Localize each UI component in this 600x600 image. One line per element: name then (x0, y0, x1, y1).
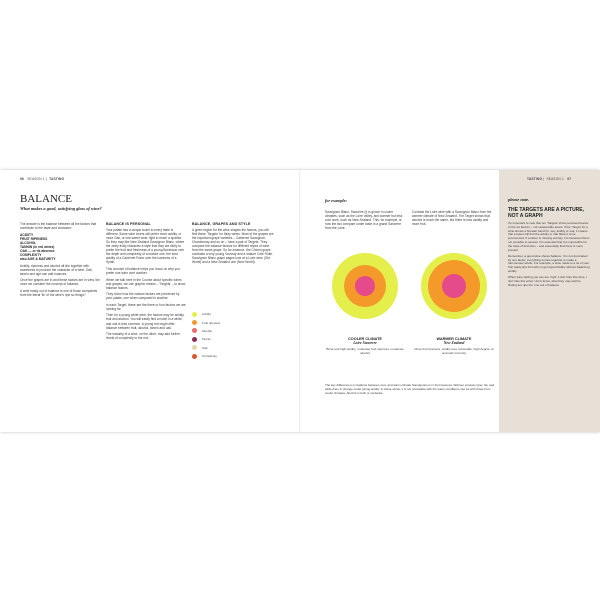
right-section: SEASON 1 (546, 177, 564, 181)
legend-label: Acidity (202, 312, 211, 317)
page-subtitle: What makes a good, satisfying glass of wine? (20, 206, 102, 211)
factor-legend (192, 310, 220, 360)
left-running-head: 96 SEASON 1 | TASTING (20, 177, 65, 181)
factor-item: FRUIT RIPENESS (20, 236, 48, 241)
factor-item: OAK — or its absence (20, 248, 55, 253)
column-2 (106, 222, 186, 343)
factor-item: ALCOHOL (20, 240, 37, 245)
left-section: SEASON 1 (27, 177, 45, 181)
factor-item: TANNIN (in red wines) (20, 244, 55, 249)
color-dot-icon (192, 320, 197, 325)
legend-item (192, 310, 220, 318)
legend-label: Alcohol (202, 328, 212, 333)
color-dot-icon (192, 345, 197, 350)
body-paragraph: The maturity of a wine, on the other, may add further levels of complexity to the mix. (106, 332, 181, 341)
legend-label: Oak (202, 345, 208, 350)
climate-description: More fruit ripeness, acidity less noticeable, high degree of aromatic intensity (414, 346, 494, 355)
left-page-number: 96 (20, 177, 24, 181)
body-paragraph: When wine tasting you see are 'right' 1 don't like this wine, I don't like this wine! I don't know, what they may well be finding are ripe the 'one out of balance. (508, 275, 587, 287)
body-paragraph: Then for a young white wine, the factors may be acidity, fruit and alcohol. You will easily find a notch in a white, and oak is less common. A young red might offer balance between fruit, alcohol, tannin and oak. (106, 313, 185, 330)
body-paragraph: Remember, a good wine shows balance. It is not dominated by one factor; everything comes together to make a harmonious whole. For example, a wine made to a lot of your fruit ready tips fruit will not get tipped flabby without balancing acidity. (508, 253, 590, 273)
book-spread (0, 170, 600, 432)
body-paragraph: Your palate has a unique touch to every taste is different. Some wine lovers will prefer more acidity, or more Oak, or use sweet wine, light to reach a sparkle. So they may like New Zealand Sauvignon Blanc, where the zesty fruity character a style that they are likely to prefer the fruit and freshness of a young Bordeaux over the depth and complexity of a mature one, the bold acidity of a Cabernet Franc over the lushness of a Syrah. (106, 227, 185, 265)
climate-description: Brisk and high acidity, moderate fruit ripeness, moderate alcohol (326, 346, 404, 355)
section-heading: BALANCE IS PERSONAL (106, 222, 151, 226)
for-example-heading: for example: (325, 198, 347, 203)
legend-item (192, 352, 220, 360)
target-warmer (421, 253, 487, 319)
panel-text (508, 222, 590, 290)
body-paragraph: Once the grapes are in and these factors are in view, the more we consider the concept of balance. (20, 278, 100, 287)
body-paragraph: This concept of balance helps you focus on why you prefer one wine over another. (106, 266, 180, 276)
color-dot-icon (192, 337, 197, 342)
targets-figure (320, 242, 500, 332)
legend-item (192, 344, 220, 352)
intro-text: The answer is the balance between all the factors that contribute to the taste and character: (20, 222, 97, 231)
target-caption-warmer (414, 337, 494, 355)
right-topic: TASTING (527, 177, 543, 181)
body-paragraph: In each Target, these are the three or four factors we are looking for. (106, 302, 186, 311)
climate-name: WARMER CLIMATE (436, 337, 472, 341)
target-ring-alcohol (442, 274, 466, 298)
bottom-text (325, 384, 495, 398)
body-paragraph: A wine easily out of balance is one of those complaints from the literal 'fix' of the wine's ripe so things? (20, 288, 98, 297)
example-text-2 (412, 210, 494, 229)
climate-region: Loire Sancerre (353, 341, 377, 345)
body-paragraph: When we talk here in the Course about specific wines and grapes, we use graphic means – 'Targets' – to show balance factors. (106, 277, 186, 290)
factor-item: ACIDITY (20, 232, 34, 237)
left-topic: TASTING (49, 177, 65, 181)
legend-label: Tannin (202, 337, 211, 342)
right-running-head: TASTING | SEASON 1 97 (527, 177, 572, 181)
body-paragraph: Contrast the Loire wine with a Sauvignon Blanc from the warmer climate of New Zealand. The Target shows that alcohol is much the same, but there is less acidity and more fruit. (412, 210, 492, 227)
legend-label: Fruit ripeness (202, 320, 221, 325)
factor-item: COMPLEXITY (20, 253, 42, 258)
right-page-number: 97 (567, 177, 572, 181)
color-dot-icon (192, 312, 197, 317)
legend-item (192, 318, 220, 326)
factor-item: also AGE & MATURITY (20, 257, 56, 262)
target-caption-cooler (325, 337, 405, 355)
book-gutter (299, 170, 301, 432)
climate-region: New Zealand (443, 341, 465, 345)
legend-item (192, 335, 220, 343)
body-paragraph: The key difference is in balance between cool- and warm-climate Sauvignons is in fruit ripeness. Warmer produce riper, fat, and adds them in change under giving acidity. In these wines, it is not noticeable with the warm-conditions see as with those from cooler climates. Alcohol in both is moderate. (325, 383, 495, 395)
column-1 (20, 222, 100, 299)
legend-item (192, 327, 220, 335)
example-text-1 (325, 210, 405, 233)
page-title: BALANCE (20, 193, 72, 205)
panel-title: please note. (508, 197, 530, 202)
target-cooler (332, 253, 398, 319)
target-ring-alcohol (355, 276, 375, 296)
climate-name: COOLER CLIMATE (348, 337, 382, 341)
legend-label: Complexity (202, 354, 217, 359)
column-3 (192, 222, 274, 267)
color-dot-icon (192, 328, 197, 333)
body-paragraph: A given region for the wine shapes the factors, you will find these 'Targets' for thirty wines. Most of the grapes are the important grape varieties – Cabernet Sauvignon, Chardonnay and so on – have a pair of Targets. They compare the balance factors for different styles of wine from the same grape. So for instance, the Chenin grape contrasts a very young Vouvray and a mature Côte Rotie. Sauvignon Blanc grape pages look at a Loire wine (Old World) and a New Zealand one (New World). (192, 227, 274, 265)
panel-heading: THE TARGETS ARE A PICTURE, NOT A GRAPH (508, 207, 585, 219)
color-dot-icon (192, 354, 197, 359)
body-paragraph: It's important to note that our 'Targets' show perceived levels of the six factors – not measurable levels. If the 'Target' for a wine shows a broader band for, say, acidity or oak, it means that a taster will find the acidity or oak flavour more pronounced. If a factor is missing entirely, it is because that is not possible to assess; it is essential that it is impossible for the taste of that wine – and essentially that there is none present. (508, 221, 590, 252)
section-heading: BALANCE, GRAPES AND STYLE (192, 222, 251, 226)
body-paragraph: They show how the various factors are perceived by your palate, one when compared to another. (106, 292, 180, 301)
factor-list (20, 233, 100, 262)
body-paragraph: Acidity, ripeness and alcohol all link together with sweetness to produce the character of a wine. Oak, tannin and age can add nuances. (20, 263, 93, 276)
body-paragraph: Sauvignon Blanc: Sancerre (l) is grown in cooler climates, such as the Loire Valley, and warmer but less cool ones, such as New Zealand. This, for example, is how the two compare under taste in a grand Sancerre from the Loire. (325, 210, 403, 231)
